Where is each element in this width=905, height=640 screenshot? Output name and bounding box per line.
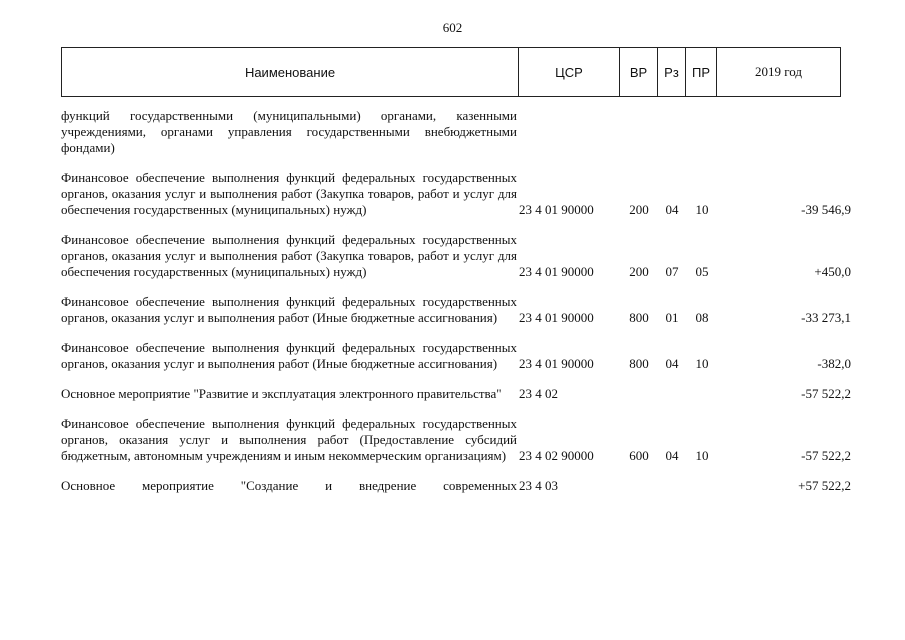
row-name: Основное мероприятие "Создание и внедрение современных bbox=[61, 478, 517, 493]
table-row bbox=[61, 108, 851, 156]
header-pr: ПР bbox=[686, 48, 717, 97]
table-row bbox=[61, 386, 851, 402]
row-csr: 23 4 02 90000 bbox=[519, 448, 594, 463]
row-vr: 800 bbox=[629, 310, 649, 325]
table-row bbox=[61, 232, 851, 280]
row-rz: 04 bbox=[665, 356, 679, 371]
row-vr: 200 bbox=[629, 264, 649, 279]
row-csr: 23 4 01 90000 bbox=[519, 356, 594, 371]
row-pr: 08 bbox=[695, 310, 709, 325]
row-rz: 01 bbox=[665, 310, 679, 325]
row-amount: +57 522,2 bbox=[798, 478, 851, 493]
row-amount: -57 522,2 bbox=[801, 386, 851, 401]
row-vr: 200 bbox=[629, 202, 649, 217]
row-csr: 23 4 01 90000 bbox=[519, 264, 594, 279]
header-name: Наименование bbox=[62, 48, 519, 97]
row-amount: -33 273,1 bbox=[801, 310, 851, 325]
row-name: Финансовое обеспечение выполнения функций федеральных государственных органов, оказания услуг и выполнения работ (Предоставление субсидий бюджетным, автономным учреждениям и иным некоммерческим организациям) bbox=[61, 416, 517, 463]
row-amount: +450,0 bbox=[814, 264, 851, 279]
table-row bbox=[61, 416, 851, 464]
row-name: Финансовое обеспечение выполнения функций федеральных государственных органов, оказания услуг и выполнения работ (Иные бюджетные ассигнования) bbox=[61, 340, 517, 371]
row-amount: -39 546,9 bbox=[801, 202, 851, 217]
row-name: Финансовое обеспечение выполнения функций федеральных государственных органов, оказания услуг и выполнения работ (Закупка товаров, работ и услуг для обеспечения государственных (муниципальных) нужд) bbox=[61, 170, 517, 217]
row-csr: 23 4 01 90000 bbox=[519, 310, 594, 325]
row-name: Финансовое обеспечение выполнения функций федеральных государственных органов, оказания услуг и выполнения работ (Иные бюджетные ассигнования) bbox=[61, 294, 517, 325]
row-rz: 04 bbox=[665, 448, 679, 463]
row-pr: 05 bbox=[695, 264, 709, 279]
table-row bbox=[61, 294, 851, 326]
row-vr: 600 bbox=[629, 448, 649, 463]
table-body bbox=[61, 108, 851, 508]
header-year: 2019 год bbox=[717, 48, 841, 97]
row-amount: -57 522,2 bbox=[801, 448, 851, 463]
row-csr: 23 4 03 bbox=[519, 478, 558, 493]
table-row bbox=[61, 340, 851, 372]
table-row bbox=[61, 478, 851, 494]
header-csr: ЦСР bbox=[519, 48, 620, 97]
header-vr: ВР bbox=[620, 48, 658, 97]
row-pr: 10 bbox=[695, 202, 709, 217]
row-name: Финансовое обеспечение выполнения функций федеральных государственных органов, оказания услуг и выполнения работ (Закупка товаров, работ и услуг для обеспечения государственных (муниципальных) нужд) bbox=[61, 232, 517, 279]
row-amount: -382,0 bbox=[817, 356, 851, 371]
row-vr: 800 bbox=[629, 356, 649, 371]
row-rz: 04 bbox=[665, 202, 679, 217]
row-pr: 10 bbox=[695, 448, 709, 463]
row-name: функций государственными (муниципальными) органами, казенными учреждениями, органами управления государственными внебюджетными фондами) bbox=[61, 108, 517, 155]
row-csr: 23 4 02 bbox=[519, 386, 558, 401]
page-number: 602 bbox=[442, 20, 463, 35]
row-rz: 07 bbox=[665, 264, 679, 279]
table-row bbox=[61, 170, 851, 218]
row-csr: 23 4 01 90000 bbox=[519, 202, 594, 217]
table-header bbox=[61, 47, 841, 97]
row-pr: 10 bbox=[695, 356, 709, 371]
header-rz: Рз bbox=[658, 48, 686, 97]
row-name: Основное мероприятие "Развитие и эксплуатация электронного правительства" bbox=[61, 386, 502, 401]
